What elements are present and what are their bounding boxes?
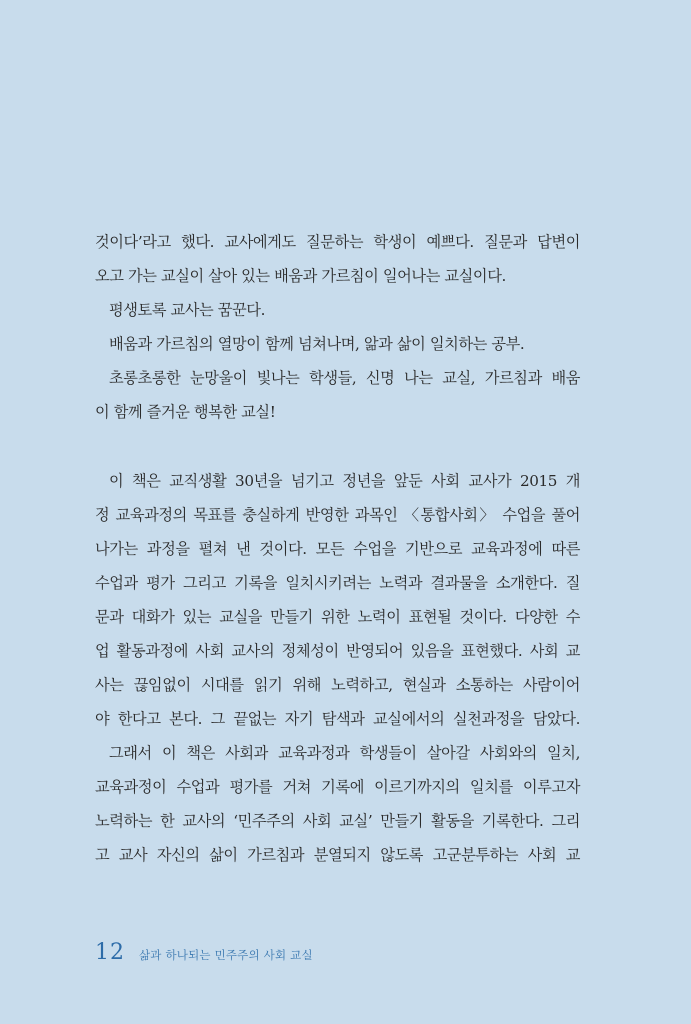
text-line: 초롱초롱한 눈망울이 빛나는 학생들, 신명 나는 교실, 가르침과 배움 <box>109 369 580 387</box>
text-line: 평생토록 교사는 꿈꾼다. <box>109 301 265 319</box>
text-line: 것이다’라고 했다. 교사에게도 질문하는 학생이 예쁘다. 질문과 답변이 <box>95 233 580 251</box>
text-line: 그래서 이 책은 사회과 교육과정과 학생들이 살아갈 사회와의 일치, <box>109 744 580 762</box>
text-line: 배움과 가르침의 열망이 함께 넘쳐나며, 앎과 삶이 일치하는 공부. <box>109 335 525 353</box>
text-line: 업 활동과정에 사회 교사의 정체성이 반영되어 있음을 표현했다. 사회 교 <box>95 642 580 660</box>
text-line: 문과 대화가 있는 교실을 만들기 위한 노력이 표현될 것이다. 다양한 수 <box>95 608 580 626</box>
text-line: 야 한다고 본다. 그 끝없는 자기 탐색과 교실에서의 실천과정을 담았다. <box>95 710 580 728</box>
body-text-bottom <box>95 464 580 872</box>
text-line: 정 교육과정의 목표를 충실하게 반영한 과목인 〈통합사회〉 수업을 풀어 <box>95 506 580 524</box>
text-line: 노력하는 한 교사의 ‘민주주의 사회 교실’ 만들기 활동을 기록한다. 그리 <box>95 812 580 830</box>
text-line: 이 함께 즐거운 행복한 교실! <box>95 403 276 421</box>
page-footer <box>95 940 313 970</box>
text-line: 고 교사 자신의 삶이 가르침과 분열되지 않도록 고군분투하는 사회 교 <box>95 846 580 864</box>
text-line: 나가는 과정을 펼쳐 낸 것이다. 모든 수업을 기반으로 교육과정에 따른 <box>95 540 580 558</box>
text-line: 교육과정이 수업과 평가를 거쳐 기록에 이르기까지의 일치를 이루고자 <box>95 778 580 796</box>
page-number: 12 <box>95 940 125 965</box>
text-line: 수업과 평가 그리고 기록을 일치시키려는 노력과 결과물을 소개한다. 질 <box>95 574 580 592</box>
body-text-top <box>95 225 580 429</box>
text-line: 오고 가는 교실이 살아 있는 배움과 가르침이 일어나는 교실이다. <box>95 267 506 285</box>
running-title: 삶과 하나되는 민주주의 사회 교실 <box>139 948 313 962</box>
text-line: 사는 끊임없이 시대를 읽기 위해 노력하고, 현실과 소통하는 사람이어 <box>95 676 580 694</box>
text-line: 이 책은 교직생활 30년을 넘기고 정년을 앞둔 사회 교사가 2015 개 <box>109 472 580 490</box>
